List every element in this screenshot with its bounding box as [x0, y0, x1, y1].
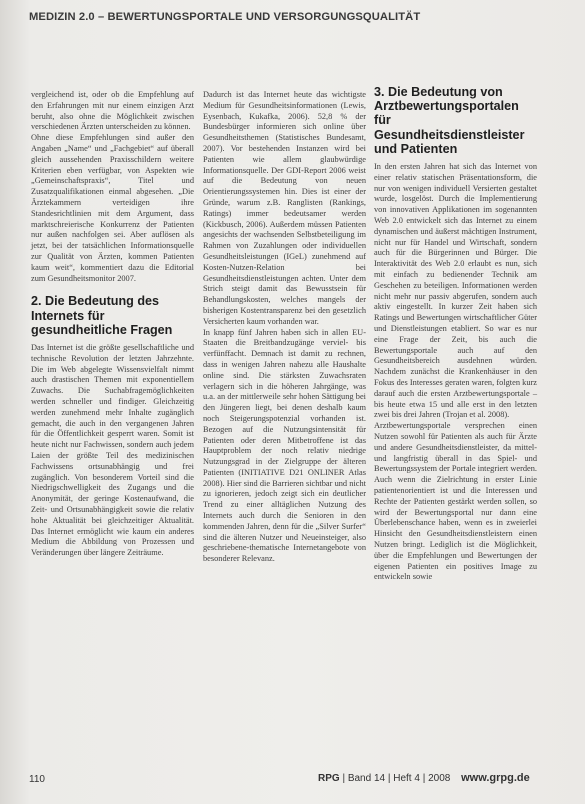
journal-name: RPG [318, 773, 340, 784]
issue-info: | Band 14 | Heft 4 | 2008 [342, 773, 451, 784]
section-heading-3: 3. Die Bedeutung von Arztbewertungsportalen für Gesundheitsdienstleister und Patienten [374, 85, 525, 156]
text-column-3 [374, 85, 537, 583]
footer-citation [318, 772, 563, 784]
text-column-1 [31, 90, 194, 559]
paragraph: Arztbewertungsportale versprechen einen Nutzen sowohl für Patienten als auch für Ärzte und andere Gesundheitsdienstleister, da mittel- und langfristig überall in das Spiel- und Bewertungssystem der Portale integriert werden. Auch wenn die Zielrichtung in erster Linie patientenorientiert ist und die Interessen und Rechte der Patienten gestärkt werden sollen, so wird der Bewertungsportal nur dann eine Überlebenschance haben, wenn es in zweierlei Hinsicht den Gesundheitsdienstleistern einen Nutzen bringt. Lediglich ist die Möglichkeit, über die Empfehlungen und Bewertungen der eigenen Patienten ein positives Image zu entwickeln sowie [374, 421, 537, 582]
section-heading-2: 2. Die Bedeutung des Internets für gesundheitliche Fragen [31, 294, 173, 337]
page-number: 110 [29, 774, 45, 785]
text-column-2 [203, 90, 366, 565]
paragraph: In knapp fünf Jahren haben sich in allen EU-Staaten die Breitbandzugänge verviel- bis verfünffacht. Demnach ist damit zu rechnen, dass in wenigen Jahren nahezu alle Haushalte online sind. Die stärksten Zuwachsraten verlagern sich in die höheren Jahrgänge, was u.a. an der mittlerweile sehr hohen Sättigung bei den Jüngeren liegt, bei denen deshalb kaum noch Steigerungspotenzial vorhanden ist. Bezogen auf die Nutzungsintensität für Patienten oder deren Mitbetroffene ist das Hauptproblem der noch relativ niedrige Nutzungsgrad in der Zielgruppe der älteren Patienten (INITIATIVE D21 ONLINER Atlas 2008). Hier sind die Barrieren sichtbar und nicht zu ignorieren, jedoch zeigt sich ein deutlicher Trend zu einer alltäglichen Nutzung des Internets auch durch die Senioren in den kommenden Jahren, denn für die „Silver Surfer“ sind die älteren Nutzer und Neueinsteiger, also geschriebene-thematische Internetangebote von besonderer Relevanz. [203, 327, 366, 564]
paragraph: Das Internet ist die größte gesellschaftliche und technische Revolution der letzten Jahrzehnte. Die im Web abgelegte Wissensvielfalt nimmt auch drastischen Themen mit exponentiellem Zuwachs. Die Suchabfragemöglichkeiten werden schneller und findiger. Gleichzeitig werden zunehmend mehr Inhalte zugänglich gemacht, die auch in den vergangenen Jahren für die Öffentlichkeit gesperrt waren. Somit ist heute nicht nur Fachwissen, sondern auch jedem Laien der größte Teil des medizinischen Fachwissens ortsunabhängig und frei zugänglich. Von besonderem Vorteil sind die Niedrigschwelligkeit des Zugangs und die Anonymität, der geringe Kostenaufwand, die Zeit- und Ortsunabhängigkeit sowie die relativ hohe Aktualität bei gleichzeitiger Aktualität. Das Internet ermöglicht wie kaum ein anderes Medium die Abbildung von Prozessen und Veränderungen über längere Zeiträume. [31, 342, 194, 558]
paragraph: vergleichend ist, oder ob die Empfehlung auf den Erfahrungen mit nur einem einzigen Arzt beruht, also ohne die Möglichkeit zwischen verschiedenen Ärzten unterscheiden zu können. [31, 90, 194, 132]
website-link[interactable]: www.grpg.de [461, 772, 530, 784]
running-header: MEDIZIN 2.0 – BEWERTUNGSPORTALE UND VERSORGUNGSQUALITÄT [29, 11, 421, 23]
paragraph: Ohne diese Empfehlungen sind außer den Angaben „Name“ und „Fachgebiet“ auf überall gleich aussehenden Praxisschildern weitere Kriterien eben verfügbar, von Aspekten wie „Gemeinschaftspraxis“, Titel und Zusatzqualifikationen einmal abgesehen. „Die Ärztekammern verteidigen ihre Standesrichtlinien mit dem Argument, dass marktschreierische Konkurrenz der Patienten nur außen nachfolgen sei. Aber auflösen als jetzt, bei der tatsächlichen Informationsquelle zur Qualität von Ärzten, kommen Patienten kaum weit“, kommentiert dazu die Editorial zum Gesundheitsmonitor 2007. [31, 133, 194, 283]
paragraph: In den ersten Jahren hat sich das Internet von einer relativ statischen Präsentationsform, die nur von wenigen individuell Versierten gestaltet wurde, losgelöst. Durch die Implementierung von innovativen Applikationen im sogenannten Web 2.0 entwickelt sich das Internet zu einem dynamischen und äußerst mächtigen Instrument, nicht nur für Handel und Wirtschaft, sondern auch für die Bürgerinnen und Bürger. Die Interaktivität des Web 2.0 erlaubt es nun, sich mit einfach zu bedienender Technik am Geschehen zu beteiligen. Informationen werden nicht mehr nur passiv abgerufen, sondern auch aktiv eingestellt. In kurzer Zeit haben sich Ratings und Bewertungen wirtschaftlicher Güter und Dienstleistungen etabliert. So war es nur eine Frage der Zeit, bis auch die Bewertungsportale auch auf den Gesundheitsbereich ausdehnen würden. Nachdem zunächst die Krankenhäuser in den Fokus des Interesses geraten waren, folgten kurz darauf auch die ersten Arztbewertungsportale – bis heute etwa 15 und alle erst in den letzten zwei bis drei Jahren (Trojan et al. 2008). [374, 162, 537, 420]
paragraph: Dadurch ist das Internet heute das wichtigste Medium für Gesundheitsinformationen (Lewis, Eysenbach, Kukafka, 2006). 52,8 % der Bundesbürger informieren sich online über Gesundheitsthemen (Statistisches Bundesamt, 2007). Vor bestehenden Instanzen wird bei Patienten wie allem glaubwürdige Informationsquelle. Der GDI-Report 2006 weist auf die Bedeutung von neuen Orientierungssystemen hin. Dies ist einer der Gründe, warum z.B. Ranglisten (Rankings, Ratings) immer bedeutsamer werden (Kickbusch, 2006). Außerdem müssen Patienten angesichts der wachsenden Selbstbeteiligung im Rahmen von Zuzahlungen oder individuellen Gesundheitsleistungen (IGeL) zunehmend auf Kosten-Nutzen-Relation bei Gesundheitsdienstleistungen achten. Unter dem Strich steigt damit das Bewusstsein für Behandlungskosten, welches mangels der bisherigen Kostentransparenz bei den gesetzlich Versicherten kaum vorhanden war. [203, 90, 366, 326]
